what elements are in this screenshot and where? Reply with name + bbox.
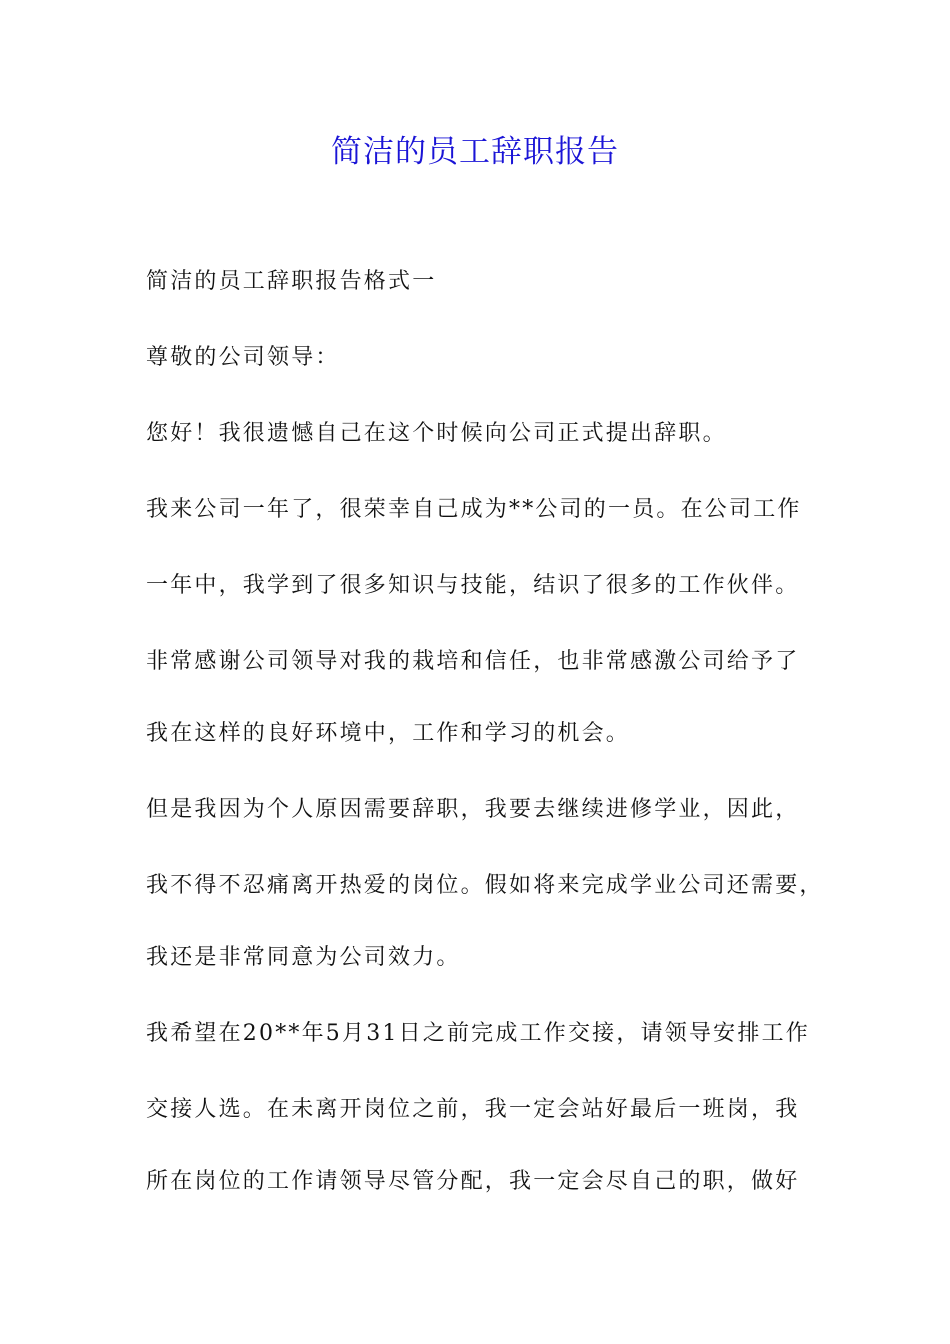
body-line: 我在这样的良好环境中，工作和学习的机会。	[146, 721, 631, 746]
body-line: 我来公司一年了，很荣幸自己成为**公司的一员。在公司工作	[146, 497, 802, 522]
body-line: 交接人选。在未离开岗位之前，我一定会站好最后一班岗，我	[146, 1097, 800, 1122]
body-line: 所在岗位的工作请领导尽管分配，我一定会尽自己的职，做好	[146, 1169, 800, 1194]
document-title: 简洁的员工辞职报告	[331, 134, 619, 170]
body-line: 我还是非常同意为公司效力。	[146, 945, 461, 970]
body-line: 一年中，我学到了很多知识与技能，结识了很多的工作伙伴。	[146, 573, 800, 598]
body-line: 您好！我很遗憾自己在这个时候向公司正式提出辞职。	[146, 421, 727, 446]
salutation: 尊敬的公司领导：	[146, 345, 340, 370]
body-line: 我希望在20**年5月31日之前完成工作交接，请领导安排工作	[146, 1021, 810, 1046]
body-line: 我不得不忍痛离开热爱的岗位。假如将来完成学业公司还需要，	[146, 873, 824, 898]
body-line: 但是我因为个人原因需要辞职，我要去继续进修学业，因此，	[146, 797, 800, 822]
body-line: 非常感谢公司领导对我的栽培和信任，也非常感激公司给予了	[146, 649, 800, 674]
section-heading: 简洁的员工辞职报告格式一	[146, 269, 437, 294]
